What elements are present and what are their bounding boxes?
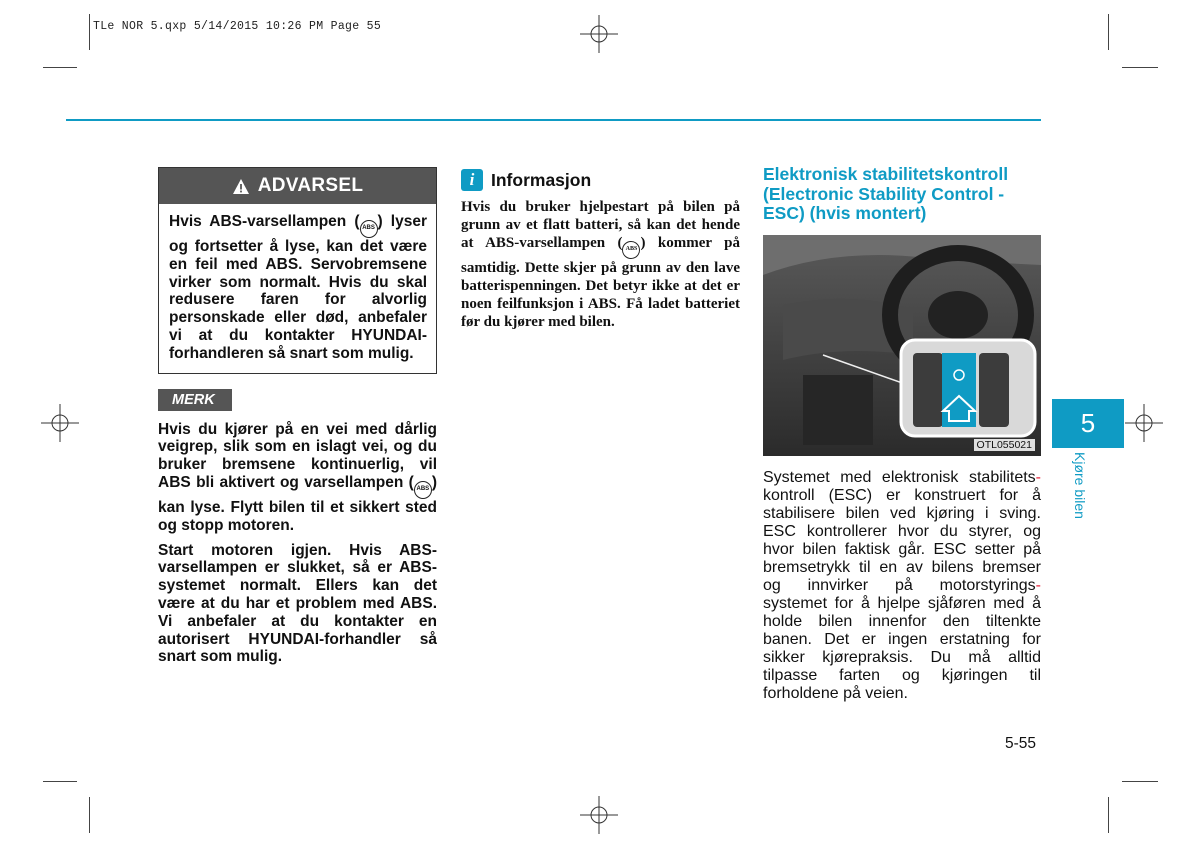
abs-icon-label: ABS [625, 246, 638, 252]
registration-mark-icon [580, 796, 618, 834]
esc-text-part: systemet for å hjelpe sjåføren med å holde bilen innenfor den tiltenkte banen. Det er ingen erstatning for sikker kjørepraksis. Du må alltid tilpasse farten og kjøringen til forholdene på veien. [763, 594, 1041, 702]
crop-mark [89, 797, 90, 833]
left-column [158, 167, 437, 666]
abs-icon-label: ABS [362, 225, 375, 231]
abs-icon-label: ABS [416, 485, 430, 492]
warning-header [159, 168, 436, 204]
abs-warning-lamp-icon [414, 481, 432, 499]
registration-mark-icon [41, 404, 79, 442]
abs-warning-lamp-icon [622, 241, 640, 259]
warning-title: ADVARSEL [257, 175, 364, 196]
dashboard-photo [763, 235, 1041, 456]
registration-mark-icon [1125, 404, 1163, 442]
header-rule [66, 119, 1041, 121]
soft-hyphen: - [1035, 576, 1041, 594]
page-number: 5-55 [1005, 735, 1037, 752]
note-paragraph: Start motoren igjen. Hvis ABS-varsellampen er slukket, så er ABS-systemet normalt. Ellers kan det være at du har et problem med ABS. Vi anbefaler at du kontakter en autorisert HYUNDAI-forhandler så snart som mulig. [158, 541, 437, 666]
crop-mark [89, 14, 90, 50]
esc-switch-illustration [763, 235, 1041, 456]
warning-text-part: Hvis ABS-varsellampen ( [169, 213, 360, 230]
abs-warning-lamp-icon [360, 220, 378, 238]
information-text [461, 198, 740, 331]
crop-mark [1122, 781, 1158, 782]
warning-triangle-icon [232, 178, 250, 195]
right-column [763, 165, 1041, 703]
crop-mark [1122, 67, 1158, 68]
registration-mark-icon [580, 15, 618, 53]
esc-text-part: kontroll (ESC) er konstruert for å stabilisere bilen ved kjøring i sving. ESC kontrollerer hvor du styrer, og hvor bilen faktisk går. ESC setter på bremsetrykk til en av bilens bremser og innvirker på motorstyrings [763, 486, 1041, 594]
warning-text-part: ) lyser og fortsetter å lyse, kan det være en feil med ABS. Servobremsene virker som normalt. Hvis du skal redusere faren for alvorlig personskade eller død, anbefaler vi at du kontakter HYUNDAI-forhandleren så snart som mulig. [169, 213, 428, 362]
warning-text [159, 204, 436, 373]
note-text-part: ) kan lyse. Flytt bilen til et sikkert sted og stopp motoren. [158, 473, 437, 534]
image-reference-label: OTL055021 [974, 439, 1035, 451]
chapter-name: Kjøre bilen [1072, 452, 1088, 519]
chapter-number-tab: 5 [1052, 399, 1124, 448]
middle-column [461, 168, 740, 331]
crop-mark [1108, 797, 1109, 833]
information-text-part: ) kommer på samtidig. Dette skjer på grunn av den lave batterispenningen. Det betyr ikke at det er noen feilfunksjon i ABS. Få ladet batteriet før du kjører med bilen. [461, 235, 740, 330]
note-text-part: Hvis du kjører på en vei med dårlig veigrep, slik som en islagt vei, og du bruker bremsene kontinuerlig, vil ABS bli aktivert og varsellampen ( [158, 420, 437, 491]
note-badge: MERK [158, 389, 232, 411]
esc-text-part: Systemet med elektronisk stabilitets [763, 468, 1036, 486]
information-text-part: Hvis du bruker hjelpestart på bilen på grunn av et flatt batteri, så kan det hende at ABS-varsellampen ( [461, 199, 740, 251]
crop-mark [1108, 14, 1109, 50]
crop-mark [43, 67, 77, 68]
information-header [461, 168, 740, 192]
information-title: Informasjon [491, 169, 592, 190]
crop-mark [43, 781, 77, 782]
esc-description [763, 469, 1041, 703]
info-icon: i [461, 169, 483, 191]
note-paragraph [158, 421, 437, 535]
warning-box [158, 167, 437, 374]
soft-hyphen: - [1035, 468, 1041, 486]
section-title: Elektronisk stabilitetskontroll (Electronic Stability Control - ESC) (hvis montert) [763, 164, 1009, 223]
print-header: TLe NOR 5.qxp 5/14/2015 10:26 PM Page 55 [93, 20, 382, 33]
